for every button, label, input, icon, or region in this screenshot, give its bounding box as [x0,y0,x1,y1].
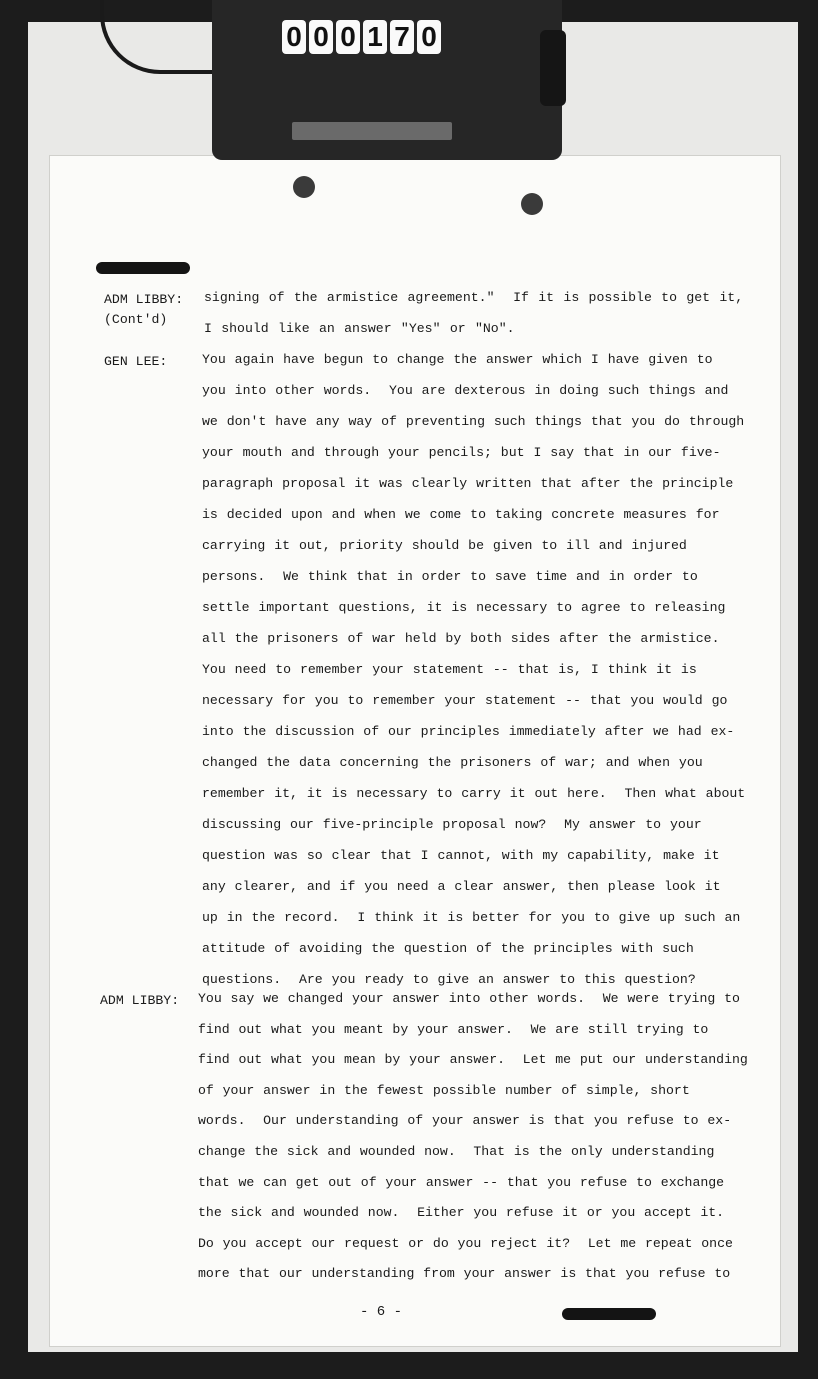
speech-line: of your answer in the fewest possible number of simple, short [198,1082,690,1098]
speech-line: find out what you mean by your answer. Let me put our understanding [198,1052,748,1068]
speech-line: change the sick and wounded now. That is the only understanding [198,1144,715,1159]
speech-line: necessary for you to remember your statement -- that you would go [202,693,728,708]
speech-line: find out what you meant by your answer. We are still trying to [198,1021,709,1037]
speech-line: the sick and wounded now. Either you refuse it or you accept it. [198,1205,725,1221]
speech-line: settle important questions, it is necessary to agree to releasing [202,600,726,615]
redaction-mark [96,262,190,274]
speaker-label: ADM LIBBY: [100,993,180,1008]
speech-line: question was so clear that I cannot, with my capability, make it [202,848,720,863]
speech-line: we don't have any way of preventing such things that you do through [202,414,745,429]
speech-line: You need to remember your statement -- that is, I think it is [202,662,697,677]
page-number: - 6 - [360,1304,403,1320]
speech-line: You again have begun to change the answer which I have given to [202,352,713,367]
counter-digit: 7 [390,20,414,54]
speech-line: I should like an answer "Yes" or "No". [204,321,515,336]
speech-line: remember it, it is necessary to carry it out here. Then what about [202,786,746,801]
counter-plate [292,122,452,140]
speech-line: into the discussion of our principles immediately after we had ex- [202,724,735,739]
speech-line: questions. Are you ready to give an answer to this question? [202,972,696,987]
speech-line: more that our understanding from your answer is that you refuse to [198,1266,731,1282]
speech-line: that we can get out of your answer -- that you refuse to exchange [198,1174,725,1190]
speech-line: persons. We think that in order to save time and in order to [202,569,698,584]
counter-digit: 0 [282,20,306,54]
speech-line: words. Our understanding of your answer is that you refuse to ex- [198,1113,732,1129]
speech-line: changed the data concerning the prisoners of war; and when you [202,755,703,770]
speech-line: Do you accept our request or do you reject it? Let me repeat once [198,1235,733,1251]
speech-line: discussing our five-principle proposal now? My answer to your [202,817,702,832]
counter-digit: 0 [336,20,360,54]
speaker-label: ADM LIBBY: (Cont'd) [104,292,184,327]
speech-line: You say we changed your answer into other words. We were trying to [198,991,740,1006]
speech-line: signing of the armistice agreement." If it is possible to get it, [204,290,744,305]
speech-line: you into other words. You are dexterous in doing such things and [202,383,729,398]
redaction-mark [562,1308,656,1320]
speech-line: up in the record. I think it is better for you to give up such an [202,910,741,925]
speech-line: all the prisoners of war held by both sides after the armistice. [202,631,720,646]
speech-line: attitude of avoiding the question of the principles with such [202,941,694,956]
speech-line: any clearer, and if you need a clear answer, then please look it [202,879,721,894]
speech-line: paragraph proposal it was clearly written that after the principle [202,476,734,491]
counter-digit: 1 [363,20,387,54]
speech-line: your mouth and through your pencils; but I say that in our five- [202,445,721,460]
speech-line: is decided upon and when we come to taking concrete measures for [202,507,720,522]
counter-digit: 0 [309,20,333,54]
speech-line: carrying it out, priority should be given to ill and injured [202,538,687,553]
punch-hole [521,193,543,215]
speaker-label: GEN LEE: [104,354,168,369]
frame-counter [282,20,472,56]
counter-knob [540,30,566,106]
punch-hole [293,176,315,198]
counter-digit: 0 [417,20,441,54]
